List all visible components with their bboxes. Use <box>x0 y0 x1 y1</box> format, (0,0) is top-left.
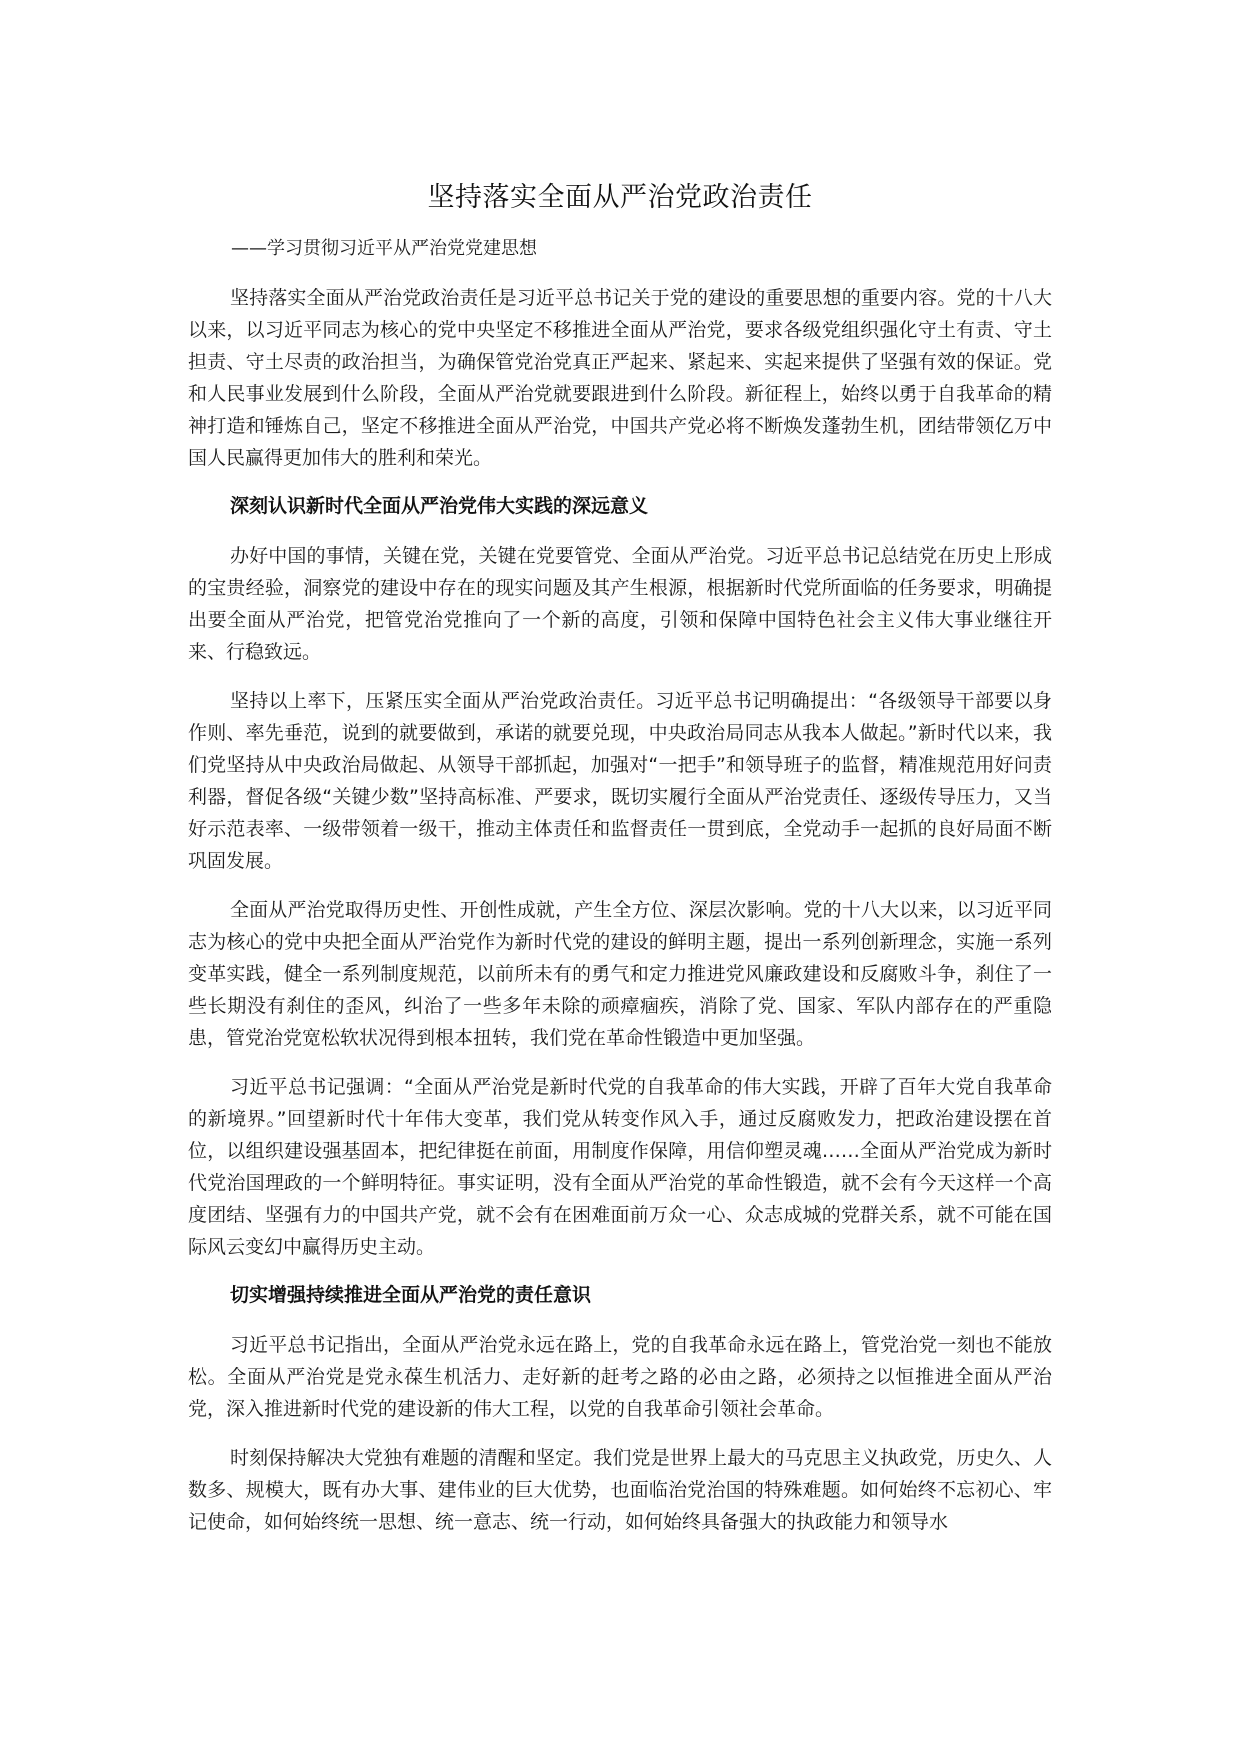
paragraph: 时刻保持解决大党独有难题的清醒和坚定。我们党是世界上最大的马克思主义执政党，历史久、人数多、规模大，既有办大事、建伟业的巨大优势，也面临治党治国的特殊难题。如何始终不忘初心、牢记使命，如何始终统一思想、统一意志、统一行动，如何始终具备强大的执政能力和领导水 <box>188 1447 1052 1533</box>
paragraph: 坚持以上率下，压紧压实全面从严治党政治责任。习近平总书记明确提出：“各级领导干部要以身作则、率先垂范，说到的就要做到，承诺的就要兑现，中央政治局同志从我本人做起。”新时代以来，我们党坚持从中央政治局做起、从领导干部抓起，加强对“一把手”和领导班子的监督，精准规范用好问责利器，督促各级“关键少数”坚持高标准、严要求，既切实履行全面从严治党责任、逐级传导压力，又当好示范表率、一级带领着一级干，推动主体责任和监督责任一贯到底，全党动手一起抓的良好局面不断巩固发展。 <box>188 690 1052 872</box>
paragraph: 习近平总书记强调：“全面从严治党是新时代党的自我革命的伟大实践，开辟了百年大党自我革命的新境界。”回望新时代十年伟大变革，我们党从转变作风入手，通过反腐败发力，把政治建设摆在首位，以组织建设强基固本，把纪律挺在前面，用制度作保障，用信仰塑灵魂……全面从严治党成为新时代党治国理政的一个鲜明特征。事实证明，没有全面从严治党的革命性锻造，就不会有今天这样一个高度团结、坚强有力的中国共产党，就不会有在困难面前万众一心、众志成城的党群关系，就不可能在国际风云变幻中赢得历史主动。 <box>188 1076 1052 1258</box>
document-body <box>188 178 1052 1555</box>
section-heading-1: 深刻认识新时代全面从严治党伟大实践的深远意义 <box>230 495 649 517</box>
intro-paragraph: 坚持落实全面从严治党政治责任是习近平总书记关于党的建设的重要思想的重要内容。党的十八大以来，以习近平同志为核心的党中央坚定不移推进全面从严治党，要求各级党组织强化守土有责、守土担责、守土尽责的政治担当，为确保管党治党真正严起来、紧起来、实起来提供了坚强有效的保证。党和人民事业发展到什么阶段，全面从严治党就要跟进到什么阶段。新征程上，始终以勇于自我革命的精神打造和锤炼自己，坚定不移推进全面从严治党，中国共产党必将不断焕发蓬勃生机，团结带领亿万中国人民赢得更加伟大的胜利和荣光。 <box>188 287 1052 469</box>
document-title: 坚持落实全面从严治党政治责任 <box>427 182 813 213</box>
paragraph: 办好中国的事情，关键在党，关键在党要管党、全面从严治党。习近平总书记总结党在历史上形成的宝贵经验，洞察党的建设中存在的现实问题及其产生根源，根据新时代党所面临的任务要求，明确提出要全面从严治党，把管党治党推向了一个新的高度，引领和保障中国特色社会主义伟大事业继往开来、行稳致远。 <box>188 545 1052 663</box>
paragraph: 习近平总书记指出，全面从严治党永远在路上，党的自我革命永远在路上，管党治党一刻也不能放松。全面从严治党是党永葆生机活力、走好新的赶考之路的必由之路，必须持之以恒推进全面从严治党，深入推进新时代党的建设新的伟大工程，以党的自我革命引领社会革命。 <box>188 1334 1052 1420</box>
document-subtitle: ——学习贯彻习近平从严治党党建思想 <box>231 238 537 259</box>
paragraph: 全面从严治党取得历史性、开创性成就，产生全方位、深层次影响。党的十八大以来，以习近平同志为核心的党中央把全面从严治党作为新时代党的建设的鲜明主题，提出一系列创新理念，实施一系列变革实践，健全一系列制度规范，以前所未有的勇气和定力推进党风廉政建设和反腐败斗争，刹住了一些长期没有刹住的歪风，纠治了一些多年未除的顽瘴痼疾，消除了党、国家、军队内部存在的严重隐患，管党治党宽松软状况得到根本扭转，我们党在革命性锻造中更加坚强。 <box>188 899 1052 1049</box>
section-heading-2: 切实增强持续推进全面从严治党的责任意识 <box>230 1284 592 1306</box>
